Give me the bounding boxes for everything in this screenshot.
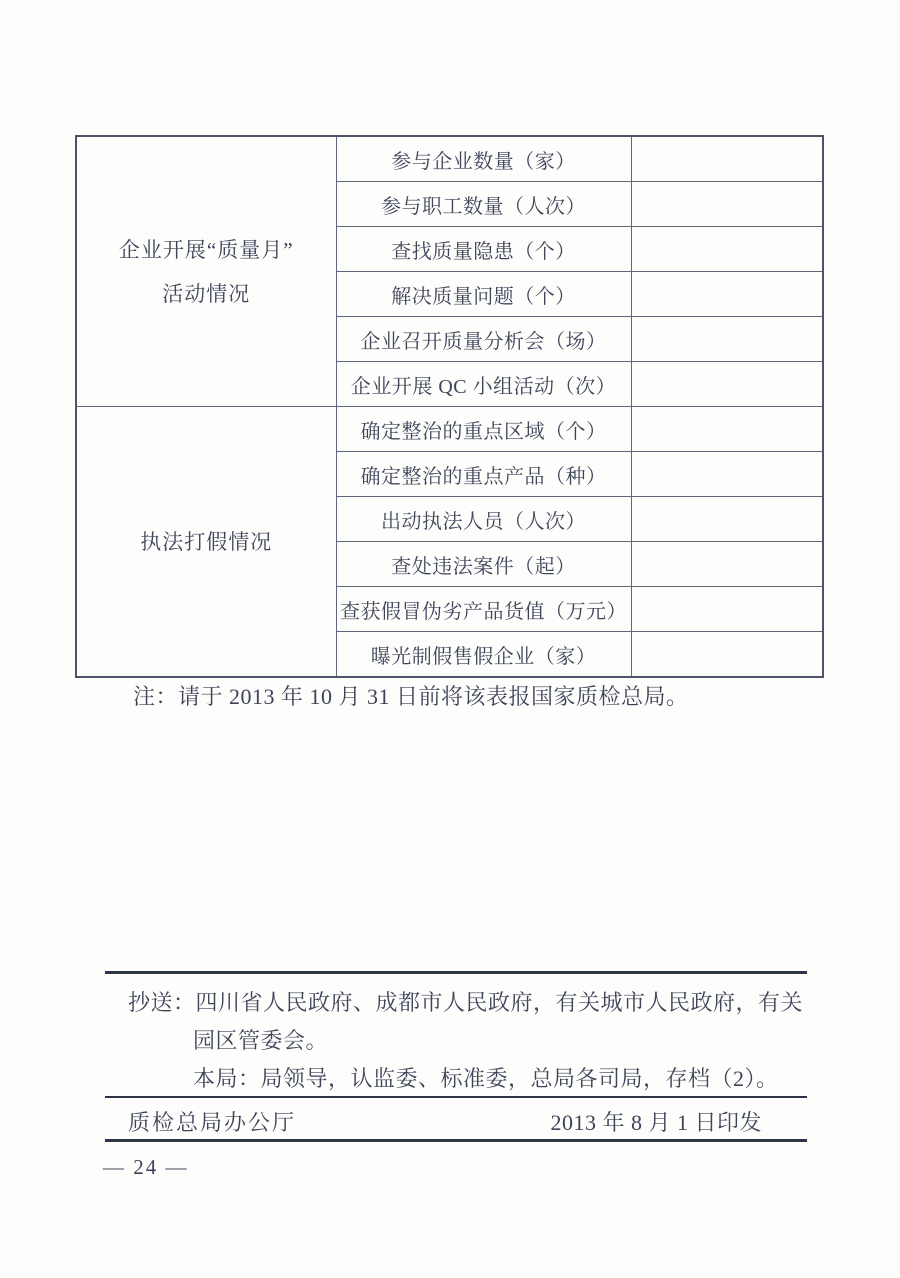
row-label: 解决质量问题（个） xyxy=(336,272,631,317)
row-value-cell xyxy=(631,497,823,542)
row-value-cell xyxy=(631,317,823,362)
cc-distribution-line2: 园区管委会。 xyxy=(193,1028,329,1053)
group-label-line2: 活动情况 xyxy=(162,281,251,306)
print-date: 2013 年 8 月 1 日印发 xyxy=(550,1110,762,1135)
table-row xyxy=(76,407,823,452)
cc-distribution-line1: 抄送：四川省人民政府、成都市人民政府，有关城市人民政府，有关 xyxy=(128,990,804,1015)
row-value-cell xyxy=(631,136,823,182)
row-label: 确定整治的重点产品（种） xyxy=(336,452,631,497)
group-label-line1: 执法打假情况 xyxy=(140,529,273,554)
row-value-cell xyxy=(631,452,823,497)
footer-top-rule xyxy=(105,971,807,974)
internal-distribution-line: 本局：局领导，认监委、标准委，总局各司局，存档（2）。 xyxy=(193,1066,779,1091)
row-value-cell xyxy=(631,362,823,407)
table-row xyxy=(76,136,823,182)
row-value-cell xyxy=(631,272,823,317)
footer-middle-rule xyxy=(105,1096,807,1098)
deadline-note: 注：请于 2013 年 10 月 31 日前将该表报国家质检总局。 xyxy=(133,684,689,709)
page-number: — 24 — xyxy=(103,1155,189,1179)
row-label: 曝光制假售假企业（家） xyxy=(336,632,631,678)
row-label: 确定整治的重点区域（个） xyxy=(336,407,631,452)
row-label: 查找质量隐患（个） xyxy=(336,227,631,272)
row-label: 查获假冒伪劣产品货值（万元） xyxy=(336,587,631,632)
row-label: 参与企业数量（家） xyxy=(336,136,631,182)
group-label-line1: 企业开展“质量月” xyxy=(118,237,294,262)
row-value-cell xyxy=(631,632,823,678)
row-value-cell xyxy=(631,407,823,452)
group-cell-quality-month-activities xyxy=(76,136,336,407)
row-label: 企业开展 QC 小组活动（次） xyxy=(336,362,631,407)
issuing-office: 质检总局办公厅 xyxy=(128,1110,297,1135)
group-cell-enforcement-anticounterfeit xyxy=(76,407,336,678)
row-label: 参与职工数量（人次） xyxy=(336,182,631,227)
row-value-cell xyxy=(631,227,823,272)
quality-month-report-table xyxy=(75,135,824,678)
row-label: 查处违法案件（起） xyxy=(336,542,631,587)
row-label: 出动执法人员（人次） xyxy=(336,497,631,542)
row-label: 企业召开质量分析会（场） xyxy=(336,317,631,362)
row-value-cell xyxy=(631,542,823,587)
row-value-cell xyxy=(631,587,823,632)
footer-bottom-rule xyxy=(105,1139,807,1142)
row-value-cell xyxy=(631,182,823,227)
